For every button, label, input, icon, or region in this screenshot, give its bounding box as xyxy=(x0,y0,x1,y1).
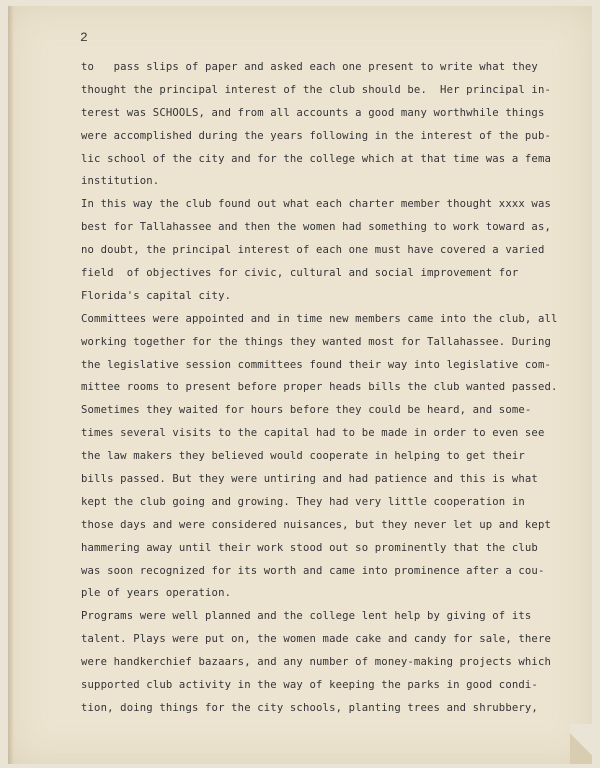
text-line: tion, doing things for the city schools, planting trees and shrubbery, xyxy=(81,701,538,714)
text-line: the legislative session committees found their way into legislative com- xyxy=(81,358,552,371)
text-line: institution. xyxy=(81,175,160,188)
text-line: the law makers they believed would cooperate in helping to get their xyxy=(81,450,525,463)
text-line: field of objectives for civic, cultural and social improvement for xyxy=(81,267,519,280)
text-line: terest was SCHOOLS, and from all accounts a good many worthwhile things xyxy=(81,106,545,119)
page-corner-fold xyxy=(570,724,592,764)
text-line: no doubt, the principal interest of each one must have covered a varied xyxy=(81,244,545,257)
text-line: Sometimes they waited for hours before they could be heard, and some- xyxy=(81,404,532,417)
page-edge-shadow xyxy=(8,6,14,764)
text-line: supported club activity in the way of keeping the parks in good condi- xyxy=(81,679,538,692)
text-line: were handkerchief bazaars, and any number of money-making projects which xyxy=(81,656,552,669)
text-line: Programs were well planned and the college lent help by giving of its xyxy=(81,610,532,623)
text-line: talent. Plays were put on, the women made cake and candy for sale, there xyxy=(81,633,552,646)
text-line: to pass slips of paper and asked each one present to write what they xyxy=(81,61,538,73)
text-line: bills passed. But they were untiring and had patience and this is what xyxy=(81,473,538,486)
text-line: best for Tallahassee and then the women had something to work toward as, xyxy=(81,221,552,234)
text-line: mittee rooms to present before proper heads bills the club wanted passed. xyxy=(81,381,558,394)
text-line: hammering away until their work stood out so prominently that the club xyxy=(81,541,538,554)
text-line: ple of years operation. xyxy=(81,587,232,600)
text-line: thought the principal interest of the club should be. Her principal in- xyxy=(81,83,552,96)
typewritten-body xyxy=(81,56,591,720)
text-line: those days and were considered nuisances, but they never let up and kept xyxy=(81,518,552,531)
text-line: working together for the things they wanted most for Tallahassee. During xyxy=(81,335,552,348)
page-number: 2 xyxy=(80,30,88,45)
text-line: In this way the club found out what each charter member thought xxxx was xyxy=(81,198,552,211)
text-line: lic school of the city and for the college which at that time was a fema xyxy=(81,152,552,165)
document-page xyxy=(8,6,592,764)
text-line: were accomplished during the years following in the interest of the pub- xyxy=(81,129,552,142)
text-line: kept the club going and growing. They had very little cooperation in xyxy=(81,495,525,508)
text-line: was soon recognized for its worth and came into prominence after a cou- xyxy=(81,564,545,577)
text-line: Florida's capital city. xyxy=(81,289,232,302)
text-line: Committees were appointed and in time new members came into the club, all xyxy=(81,312,558,325)
text-line: times several visits to the capital had to be made in order to even see xyxy=(81,427,545,440)
